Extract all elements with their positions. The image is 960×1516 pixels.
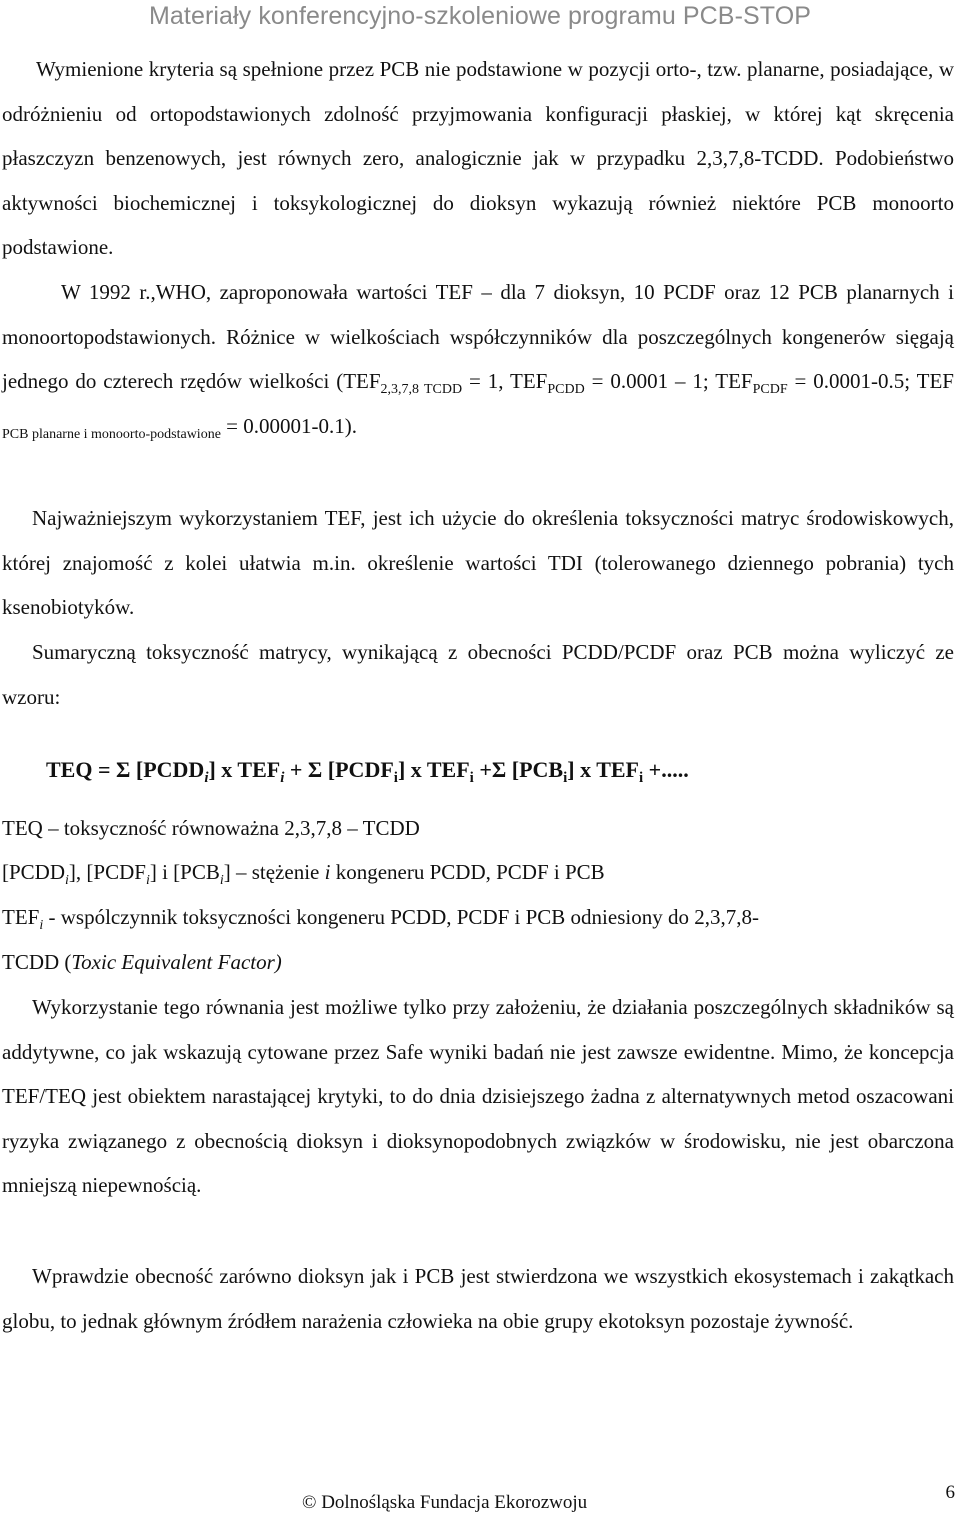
teq-formula — [46, 748, 689, 792]
paragraph-3: Najważniejszym wykorzystaniem TEF, jest ich użycie do określenia toksyczności matryc środowiskowych, której znajomość z kolei ułatwia m.in. określenie wartości TDI (tolerowanego dziennego pobrania) tych ksenobiotyków. — [2, 506, 954, 619]
tef-pcdd-subscript: PCDD — [547, 382, 585, 397]
paragraph-1: Wymienione kryteria są spełnione przez PCB nie podstawione w pozycji orto-, tzw. planarne, posiadające, w odróżnieniu od ortopodstawionych zdolność przyjmowania konfiguracji płaskiej, w której kąt skręcenia płaszczyzn benzenowych, jest równych zero, analogicznie jak w przypadku 2,3,7,8-TCDD. Podobieństwo aktywności biochemicznej i toksykologicznej do dioksyn wykazują również niektóre PCB monoorto podstawione. — [2, 57, 954, 259]
copyright-icon: © — [302, 1492, 317, 1513]
formula-subscript: i — [638, 770, 644, 786]
formula-part: ] x TEF — [397, 757, 470, 782]
formula-part: +..... — [643, 757, 689, 782]
definition-tef — [2, 895, 954, 984]
definition-subscript: i — [219, 873, 224, 888]
formula-part: + Σ [PCDF — [284, 757, 394, 782]
paragraph-2-text-4: = 0.0001-0.5; TEF — [787, 369, 954, 393]
tef-pcdf-subscript: PCDF — [752, 382, 788, 397]
paragraph-5: Wykorzystanie tego równania jest możliwe tylko przy założeniu, że działania poszczególnych składników są addytywne, co jak wskazują cytowane przez Safe wyniki badań nie jest zawsze ewidentne. Mimo, że koncepcja TEF/TEQ jest obiektem narastającej krytyki, to do dnia dzisiejszego żadna z alternatywnych metod oszacowani ryzyka związanego z obecnością dioksyn i dioksynopodobnych związków w środowisku, nie jest obarczona mniejszą niepewnością. — [2, 995, 954, 1197]
paragraph-2-text-3: = 0.0001 – 1; TEF — [584, 369, 753, 393]
definition-text: ], [PCDF — [68, 860, 146, 884]
paragraph-2-text-1: W 1992 r.,WHO, zaproponowała wartości TEF – dla 7 dioksyn, 10 PCDF oraz 12 PCB planarnych i monoortopodstawionych. Różnice w wielkościach współczynników dla poszczególnych kongenerów sięgają jednego do czterech rzędów wielkości (TEF — [2, 280, 954, 393]
tef-pcb-subscript: PCB planarne i monoorto-podstawione — [2, 426, 221, 442]
page-number: 6 — [945, 1482, 955, 1503]
formula-subscript: i — [280, 770, 285, 786]
paragraph-4: Sumaryczną toksyczność matrycy, wynikającą z obecności PCDD/PCDF oraz PCB można wyliczyć ze wzoru: — [2, 640, 954, 709]
footer-org-name: Dolnośląska Fundacja Ekorozwoju — [316, 1492, 588, 1513]
paragraph-2-text-5: = 0.00001-0.1). — [220, 413, 358, 438]
definition-text: TCDD ( — [2, 949, 72, 974]
definition-text: - wspólczynnik toksyczności kongeneru PCDD, PCDF i PCB odniesiony do 2,3,7,8- — [43, 905, 759, 929]
formula-part: +Σ [PCB — [473, 757, 564, 782]
definition-italic: i — [324, 860, 331, 884]
formula-part: ] x TEF — [567, 757, 639, 782]
definition-subscript: i — [39, 918, 44, 933]
paragraph-2-text-2: = 1, TEF — [462, 369, 548, 393]
formula-subscript: i — [563, 770, 568, 786]
paragraph-2 — [2, 270, 954, 448]
formula-subscript: i — [204, 770, 209, 786]
formula-subscript: i — [393, 770, 398, 786]
paragraph-6: Wprawdzie obecność zarówno dioksyn jak i PCB jest stwierdzona we wszystkich ekosystemach i zakątkach globu, to jednak głównym źródłem narażenia człowieka na obie grupy ekotoksyn pozostaje żywność. — [2, 1264, 954, 1333]
formula-part: TEQ = Σ [PCDD — [46, 757, 205, 782]
definition-text: ] – stężenie — [223, 860, 325, 884]
definition-italic: Toxic Equivalent Factor) — [71, 949, 282, 974]
definition-subscript: i — [145, 873, 150, 888]
definition-teq: TEQ – toksyczność równoważna 2,3,7,8 – TCDD — [2, 816, 420, 840]
tef-tcdd-subscript: 2,3,7,8 TCDD — [380, 382, 463, 397]
formula-part: ] x TEF — [208, 757, 281, 782]
definition-text: [PCDD — [2, 860, 66, 884]
definition-text: ] i [PCB — [149, 860, 220, 884]
formula-subscript: i — [469, 770, 474, 786]
definition-concentration — [2, 850, 954, 895]
definition-subscript: i — [65, 873, 69, 888]
page-header: Materiały konferencyjno-szkoleniowe programu PCB-STOP — [148, 2, 812, 30]
definition-text: TEF — [2, 905, 40, 929]
footer-organization — [302, 1490, 587, 1516]
definition-text: kongeneru PCDD, PCDF i PCB — [330, 860, 605, 884]
